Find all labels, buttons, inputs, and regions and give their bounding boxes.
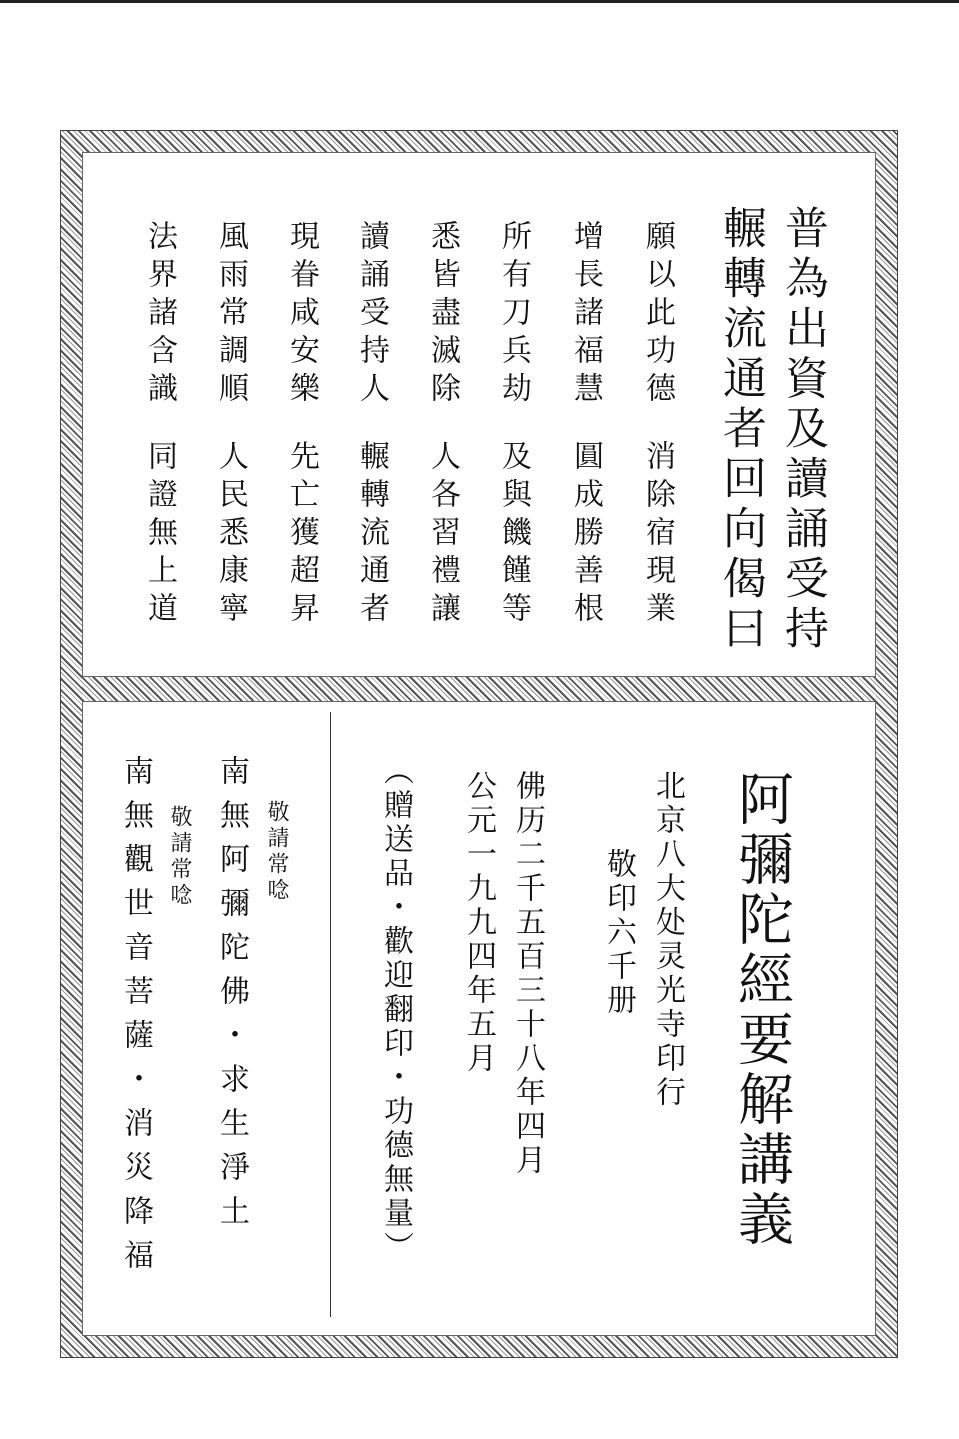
recitation-note-1: 敬請常唸 [264, 800, 289, 904]
verse-row-6a: 現眷咸安樂 [284, 220, 319, 410]
column-divider [330, 712, 331, 1317]
verse-row-3a: 所有刀兵劫 [496, 220, 531, 410]
top-rule [0, 0, 959, 3]
verse-row-8b: 同證無上道 [142, 440, 177, 630]
verse-row-4a: 悉皆盡滅除 [425, 220, 460, 410]
recitation-chant-1: 南無阿彌陀佛・求生淨土 [214, 755, 249, 1239]
book-title: 阿彌陀經要解講義 [729, 770, 794, 1250]
verse-row-7a: 風雨常調順 [213, 220, 248, 410]
publisher: 北京八大处灵光寺印行 [650, 770, 685, 1110]
dedication-heading-line-1: 普為出資及讀誦受持 [777, 205, 828, 655]
print-run: 敬印六千册 [601, 848, 636, 1018]
verse-row-1a: 願以此功德 [640, 220, 675, 410]
dedication-heading-line-2: 輾轉流通者回向偈曰 [715, 205, 766, 655]
verse-row-8a: 法界諸含識 [142, 220, 177, 410]
ornamental-divider [82, 676, 876, 702]
verse-row-3b: 及與饑饉等 [496, 440, 531, 630]
verse-row-1b: 消除宿現業 [640, 440, 675, 630]
gift-note: （贈送品・歡迎翻印・功德無量） [378, 755, 413, 1265]
verse-row-4b: 人各習禮讓 [425, 440, 460, 630]
verse-row-5a: 讀誦受持人 [354, 220, 389, 410]
verse-row-5b: 輾轉流通者 [354, 440, 389, 630]
verse-row-2b: 圓成勝善根 [568, 440, 603, 630]
verse-row-7b: 人民悉康寧 [213, 440, 248, 630]
recitation-chant-2: 南無觀世音菩薩・消災降福 [118, 755, 153, 1283]
buddhist-date: 佛历二千五百三十八年四月 [510, 770, 545, 1178]
verse-row-6b: 先亡獲超昇 [284, 440, 319, 630]
gregorian-date: 公元一九九四年五月 [461, 770, 496, 1076]
verse-row-2a: 增長諸福慧 [568, 220, 603, 410]
recitation-note-2: 敬請常唸 [167, 805, 192, 909]
